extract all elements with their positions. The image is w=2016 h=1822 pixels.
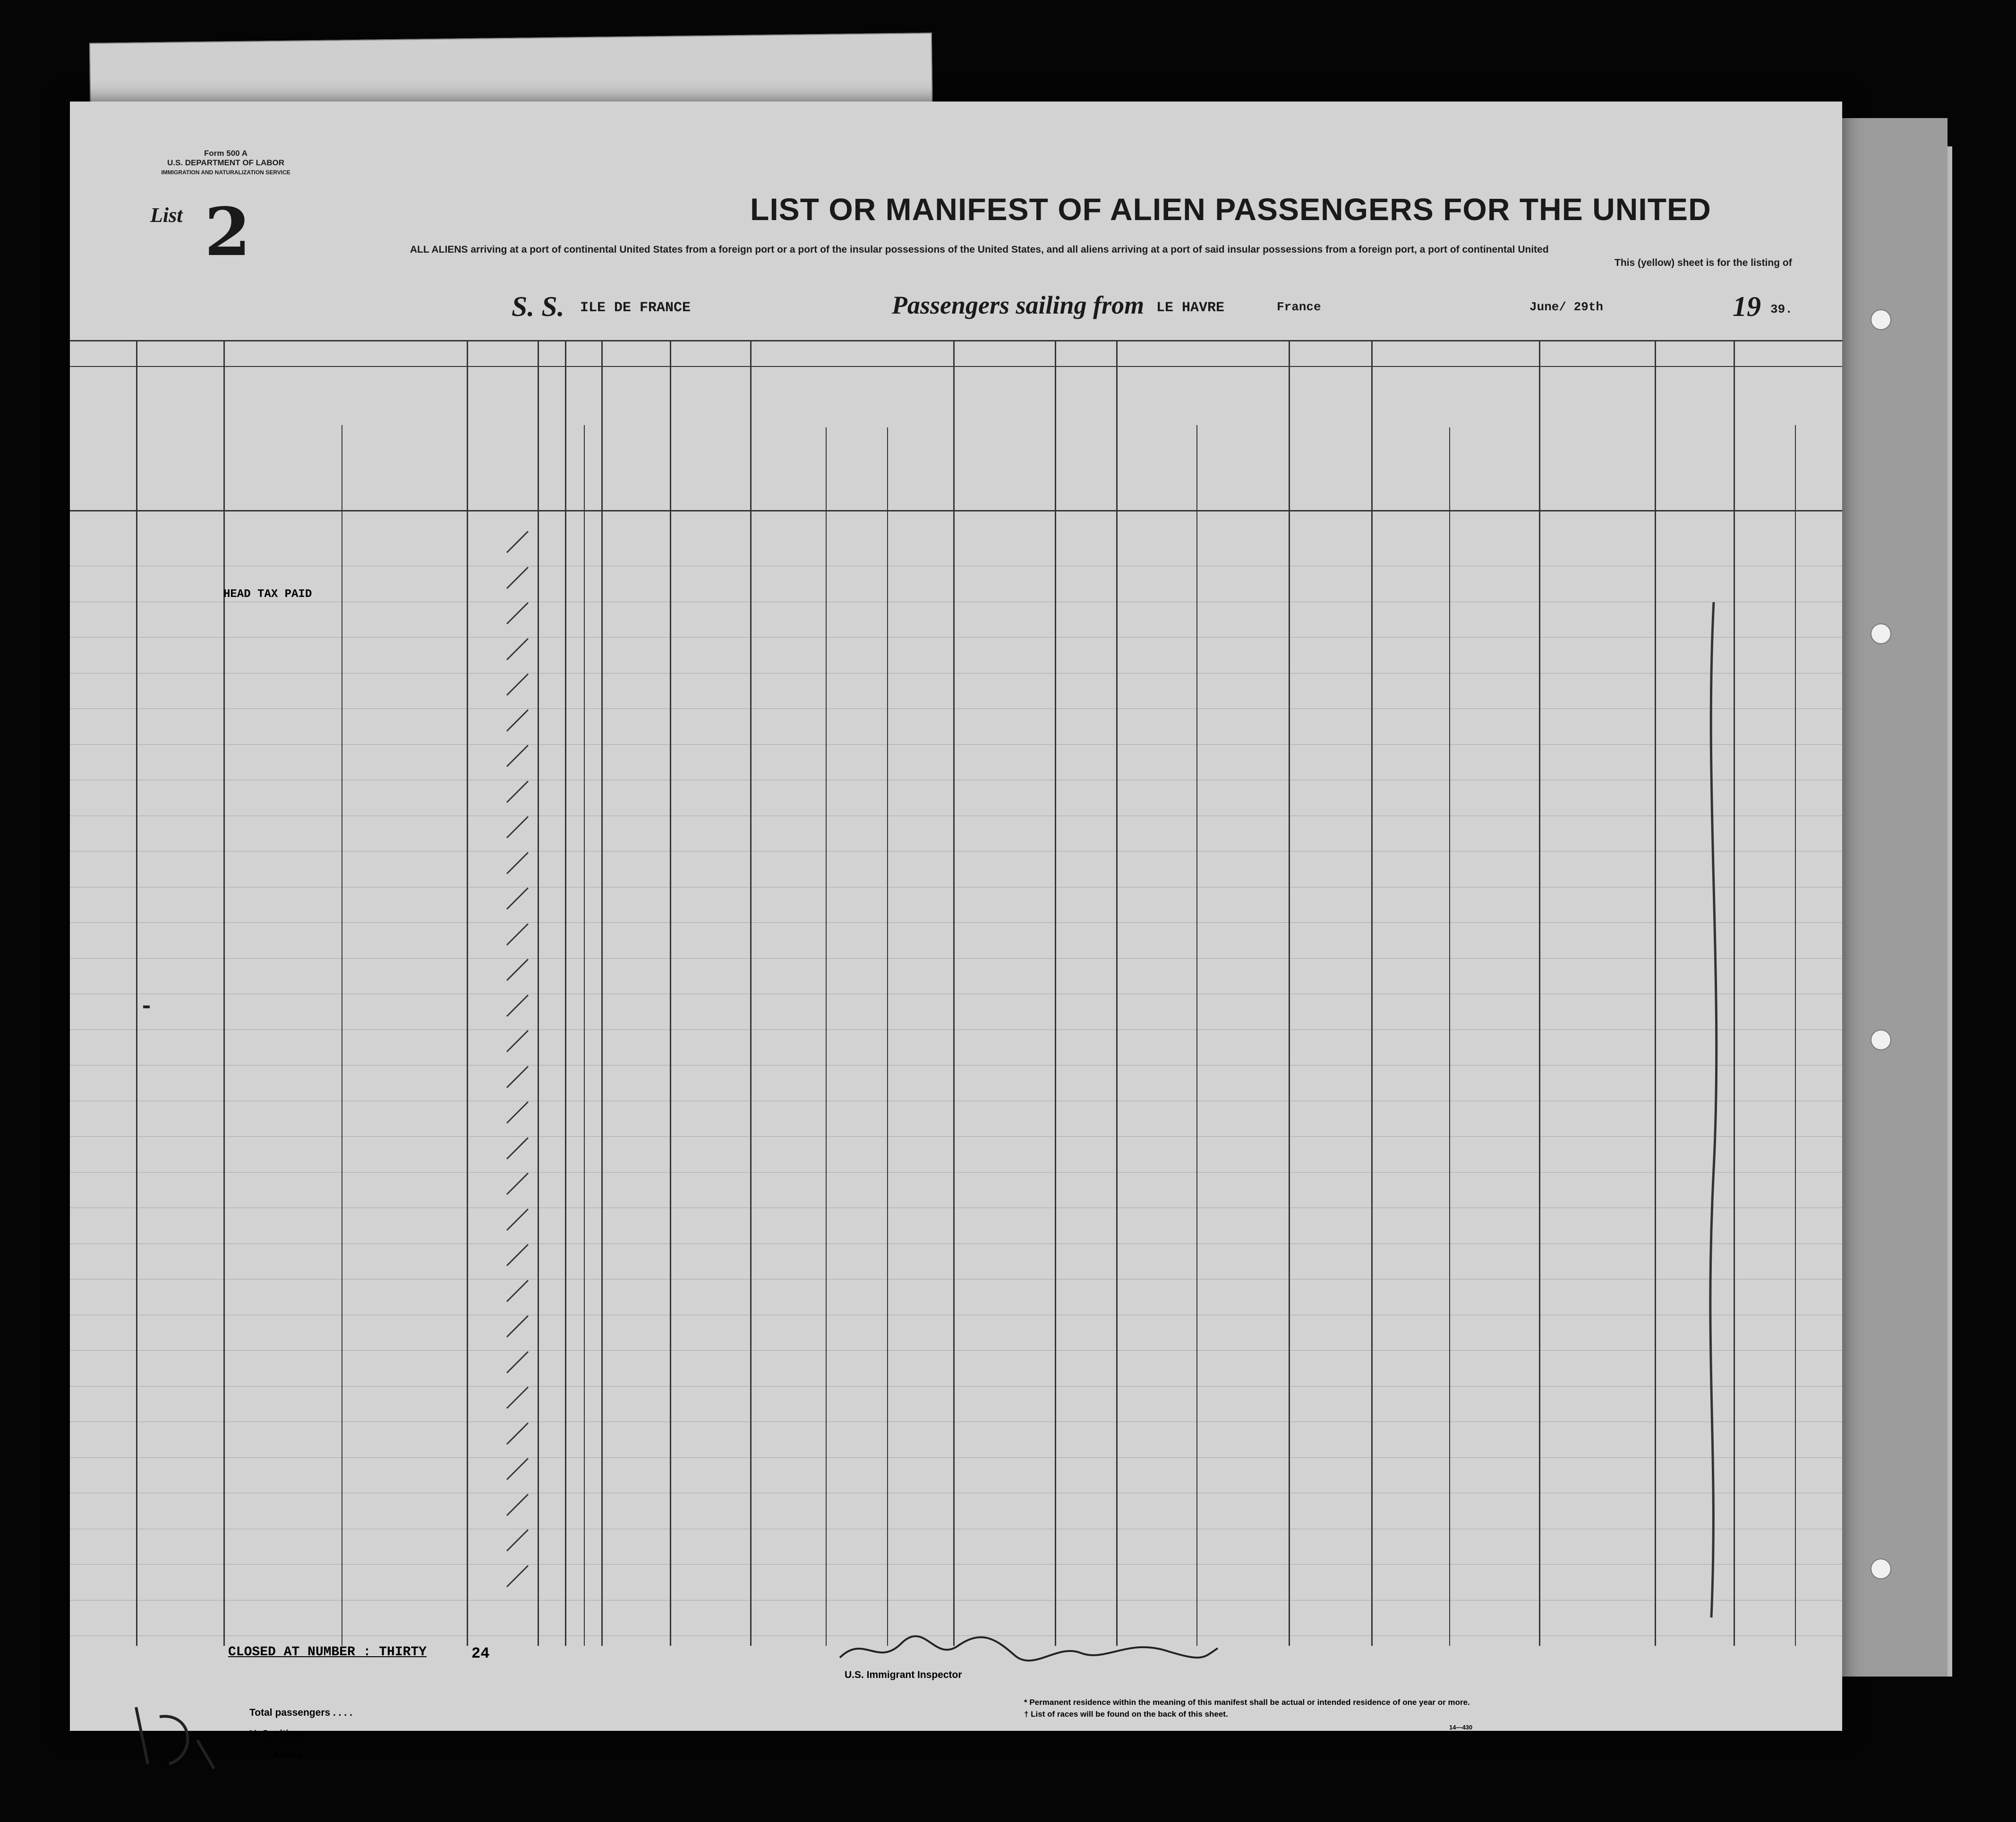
table-row [70, 1291, 1842, 1327]
table-row [70, 613, 1842, 649]
service: IMMIGRATION AND NATURALIZATION SERVICE [161, 169, 290, 176]
department: U.S. DEPARTMENT OF LABOR [167, 158, 285, 167]
subtitle-line-2: This (yellow) sheet is for the listing of [1615, 257, 1792, 268]
table-row [70, 1219, 1842, 1255]
check-mark [504, 921, 533, 950]
check-mark [504, 565, 533, 593]
table-row [70, 1255, 1842, 1291]
table-row [70, 1576, 1842, 1612]
table-row [70, 1397, 1842, 1433]
check-mark [504, 1421, 533, 1449]
punch-hole [1871, 1030, 1891, 1050]
ship-name: ILE DE FRANCE [580, 300, 691, 316]
check-mark [504, 600, 533, 629]
handwritten-bracket [1700, 602, 1728, 1641]
form-header [141, 149, 311, 177]
table-row [70, 1469, 1842, 1505]
column-number-row-border [70, 366, 1842, 367]
check-mark [504, 1456, 533, 1484]
form-code: 14—430 [1449, 1724, 1473, 1731]
check-mark [504, 993, 533, 1021]
table-row [70, 1041, 1842, 1077]
inspector-label: U.S. Immigrant Inspector [845, 1669, 962, 1680]
check-mark [504, 1171, 533, 1199]
table-row [70, 1148, 1842, 1184]
closed-at-number: CLOSED AT NUMBER : THIRTY [228, 1645, 427, 1660]
table-row [70, 863, 1842, 899]
sailing-date: June/ 29th [1529, 300, 1604, 314]
table-row [70, 720, 1842, 756]
check-mark [504, 814, 533, 843]
table-row [70, 1077, 1842, 1113]
check-mark [504, 1349, 533, 1378]
check-mark [504, 850, 533, 878]
sailing-label: Passengers sailing from [892, 291, 1145, 319]
table-row [70, 934, 1842, 970]
table-row [70, 756, 1842, 792]
check-mark [504, 636, 533, 664]
check-mark [504, 957, 533, 985]
punch-hole [1871, 309, 1891, 330]
table-row [70, 684, 1842, 720]
check-mark [504, 1385, 533, 1413]
table-top-border [70, 340, 1842, 341]
check-mark [504, 707, 533, 736]
table-row [70, 1005, 1842, 1041]
check-mark [504, 1492, 533, 1520]
check-mark [504, 1242, 533, 1270]
check-mark [504, 1099, 533, 1128]
ss-label: S. S. [512, 291, 564, 322]
check-mark [504, 779, 533, 807]
check-mark [504, 1563, 533, 1592]
head-tax-paid-stamp: HEAD TAX PAID [223, 588, 312, 601]
manifest-sheet [70, 102, 1842, 1761]
list-label: List [150, 204, 183, 227]
page-title: LIST OR MANIFEST OF ALIEN PASSENGERS FOR THE UNITED [750, 192, 1711, 227]
table-row [70, 1326, 1842, 1362]
check-mark [504, 1135, 533, 1164]
check-mark [504, 529, 533, 557]
check-mark [504, 1527, 533, 1556]
check-mark [504, 1207, 533, 1235]
footnote-residence: * Permanent residence within the meaning of this manifest shall be actual or intended residence of one year or more. [1024, 1698, 1470, 1707]
us-citizens-label: U. S. citizens . . . . [249, 1728, 333, 1739]
table-row [70, 1505, 1842, 1541]
header-bottom-border [70, 510, 1842, 511]
check-mark [504, 1313, 533, 1342]
header-married [561, 420, 599, 515]
port: LE HAVRE [1156, 300, 1225, 316]
table-row [70, 1183, 1842, 1219]
punch-hole [1871, 1558, 1891, 1579]
table-row [70, 1540, 1842, 1576]
port-country: France [1277, 300, 1321, 314]
aliens-label: Aliens . . . . [273, 1750, 325, 1761]
table-row [70, 1112, 1842, 1148]
table-row [70, 578, 1842, 613]
punch-hole [1871, 623, 1891, 644]
year-suffix: 39. [1770, 302, 1793, 316]
closed-count: 24 [471, 1645, 490, 1662]
check-mark [504, 743, 533, 771]
table-row [70, 649, 1842, 685]
inspector-signature [835, 1629, 1222, 1672]
head-tax-status [143, 1005, 150, 1008]
list-number: 2 [205, 194, 251, 271]
check-mark [504, 1028, 533, 1056]
table-row [70, 1433, 1842, 1469]
footnote-races: † List of races will be found on the back of this sheet. [1024, 1710, 1228, 1719]
handwritten-mark [127, 1698, 221, 1773]
total-passengers-label: Total passengers . . . . [249, 1707, 352, 1718]
check-mark [504, 1278, 533, 1306]
check-mark [504, 885, 533, 914]
table-row [70, 970, 1842, 1005]
table-row [70, 542, 1842, 578]
form-number: Form 500 A [204, 149, 248, 158]
check-mark [504, 1064, 533, 1092]
table-row [70, 1362, 1842, 1398]
table-row [70, 792, 1842, 827]
table-row [70, 827, 1842, 863]
check-mark [504, 672, 533, 700]
subtitle-line-1: ALL ALIENS arriving at a port of continental United States from a foreign port or a port of the insular possessions of the United States, and all aliens arriving at a port of said insular possessions from a foreign port, a port of continental United [410, 244, 1549, 255]
table-row [70, 898, 1842, 934]
year-prefix: 19 [1733, 291, 1761, 322]
